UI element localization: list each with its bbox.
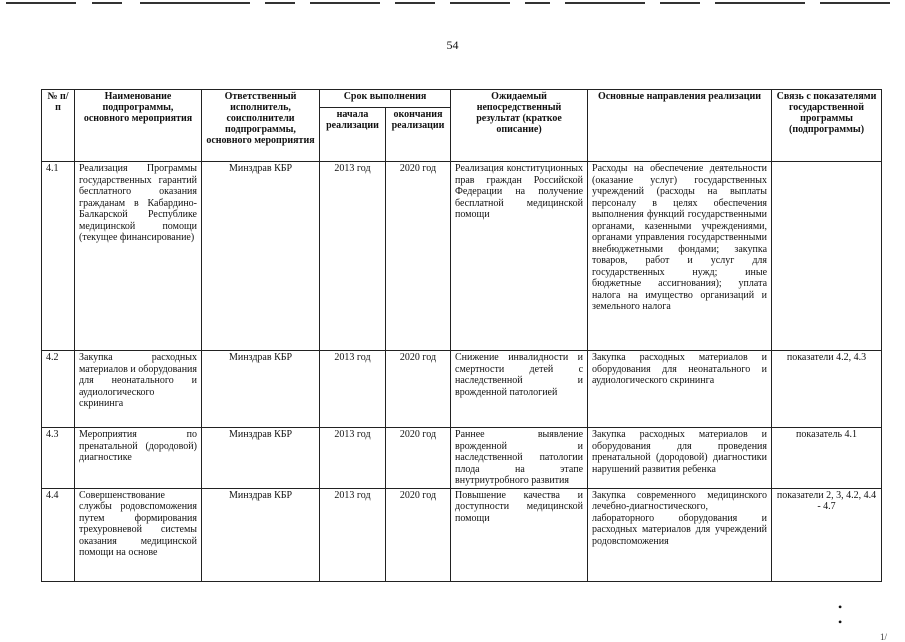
row-link: показатели 4.2, 4.3: [772, 351, 882, 428]
row-link: показатель 4.1: [772, 428, 882, 489]
row-name: Мероприятия по пренатальной (дородовой) диагностике: [75, 428, 202, 489]
row-num: 4.3: [42, 428, 75, 489]
row-name: Закупка расходных материалов и оборудования для неонатального и аудиологического скрининга: [75, 351, 202, 428]
table-row: [42, 488, 882, 581]
header-directions: Основные направления реализации: [588, 90, 772, 162]
row-name: Реализация Программы государственных гарантий бесплатного оказания гражданам в Кабардино-Балкарской Республике медицинской помощи (текущее финансирование): [75, 162, 202, 351]
row-link: показатели 2, 3, 4.2, 4.4 - 4.7: [772, 488, 882, 581]
header-num: № п/п: [42, 90, 75, 162]
row-result: Раннее выявление врожденной и наследственной патологии плода на этапе внутриутробного развития: [451, 428, 588, 489]
program-activities-table: [41, 89, 882, 582]
row-name: Совершенствование службы родовспоможения путем формирования трехуровневой системы оказания медицинской помощи на основе: [75, 488, 202, 581]
header-responsible: Ответственный исполнитель, соисполнители подпрограммы, основного мероприятия: [202, 90, 320, 162]
row-responsible: Минздрав КБР: [202, 428, 320, 489]
page-number: 54: [446, 38, 459, 52]
row-link: [772, 162, 882, 351]
header-name: Наименование подпрограммы, основного мероприятия: [75, 90, 202, 162]
header-link: Связь с показателями государственной программы (подпрограммы): [772, 90, 882, 162]
row-end: 2020 год: [386, 351, 451, 428]
table-row: [42, 351, 882, 428]
header-result: Ожидаемый непосредственный результат (краткое описание): [451, 90, 588, 162]
header-start: начала реализации: [320, 108, 386, 162]
row-directions: Расходы на обеспечение деятельности (оказание услуг) государственных учреждений (расходы на выплаты персоналу в целях обеспечения выполнения функций государственными органами, казенными учреждениями, органами управления государственными внебюджетными фондами; закупка товаров, работ и услуг для государственных нужд; иные бюджетные ассигнования); уплата налога на имущество организаций и земельного налога: [588, 162, 772, 351]
row-result: Снижение инвалидности и смертности детей с наследственной и врожденной патологией: [451, 351, 588, 428]
row-num: 4.1: [42, 162, 75, 351]
row-start: 2013 год: [320, 351, 386, 428]
scan-marks: • •: [838, 600, 871, 629]
row-end: 2020 год: [386, 428, 451, 489]
corner-mark: 1/: [880, 632, 888, 642]
row-directions: Закупка расходных материалов и оборудования для проведения пренатальной (дородовой) диагностики нарушений развития ребенка: [588, 428, 772, 489]
header-period: Срок выполнения: [320, 90, 451, 108]
header-end: окончания реализации: [386, 108, 451, 162]
row-directions: Закупка расходных материалов и оборудования для неонатального и аудиологического скрининга: [588, 351, 772, 428]
row-responsible: Минздрав КБР: [202, 162, 320, 351]
scan-top-border: [0, 0, 905, 8]
row-num: 4.2: [42, 351, 75, 428]
row-start: 2013 год: [320, 162, 386, 351]
row-start: 2013 год: [320, 488, 386, 581]
row-result: Реализация конституционных прав граждан Российской Федерации на получение бесплатной медицинской помощи: [451, 162, 588, 351]
row-end: 2020 год: [386, 162, 451, 351]
row-responsible: Минздрав КБР: [202, 488, 320, 581]
row-num: 4.4: [42, 488, 75, 581]
row-end: 2020 год: [386, 488, 451, 581]
row-directions: Закупка современного медицинского лечебно-диагностического, лабораторного оборудования и расходных материалов для учреждений родовспоможения: [588, 488, 772, 581]
row-start: 2013 год: [320, 428, 386, 489]
row-responsible: Минздрав КБР: [202, 351, 320, 428]
table-row: [42, 428, 882, 489]
row-result: Повышение качества и доступности медицинской помощи: [451, 488, 588, 581]
table-row: [42, 162, 882, 351]
